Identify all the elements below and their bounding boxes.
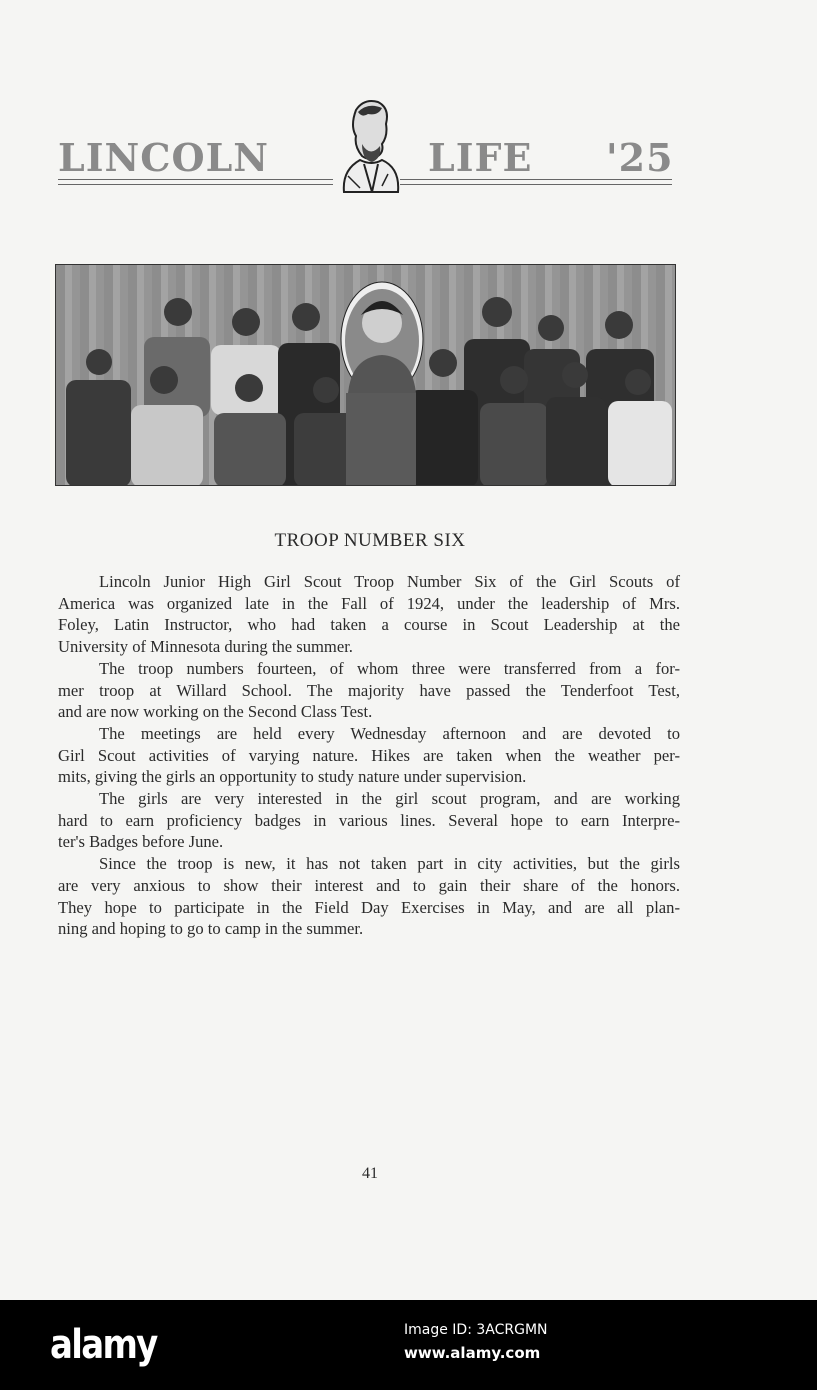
page-number: 41 — [362, 1165, 378, 1182]
text-line: They hope to participate in the Field Day Exercises in May, and are all plan- — [58, 897, 680, 917]
paragraph-2 — [58, 658, 680, 723]
article-title: TROOP NUMBER SIX — [274, 530, 466, 551]
header-rule-right — [400, 179, 672, 185]
group-figures — [56, 265, 676, 486]
paragraph-1 — [58, 571, 680, 658]
text-line: The troop numbers fourteen, of whom three were transferred from a for- — [99, 658, 680, 678]
paragraph-3 — [58, 723, 680, 788]
text-line: and are now working on the Second Class Test. — [58, 702, 373, 722]
watermark-bar — [0, 1300, 817, 1390]
text-line: University of Minnesota during the summer. — [58, 637, 353, 657]
paragraph-4 — [58, 788, 680, 853]
text-line: are very anxious to show their interest and to gain their share of the honors. — [58, 875, 680, 895]
text-line: Girl Scout activities of varying nature. Hikes are taken when the weather per- — [58, 745, 680, 765]
troop-photo — [55, 264, 676, 486]
header-rule-left — [58, 179, 333, 185]
text-line: The girls are very interested in the girl scout program, and are working — [99, 789, 680, 809]
text-line: Since the troop is new, it has not taken part in city activities, but the girls — [99, 854, 680, 874]
text-line: ter's Badges before June. — [58, 832, 224, 852]
watermark-url: www.alamy.com — [404, 1344, 541, 1362]
header-year: '25 — [606, 135, 674, 180]
lincoln-portrait-icon — [334, 96, 404, 196]
text-line: The meetings are held every Wednesday afternoon and are devoted to — [99, 723, 680, 743]
text-line: America was organized late in the Fall of 1924, under the leadership of Mrs. — [58, 593, 680, 613]
text-line: Foley, Latin Instructor, who had taken a course in Scout Leadership at the — [58, 615, 680, 635]
alamy-logo: alamy — [50, 1322, 157, 1368]
text-line: mits, giving the girls an opportunity to study nature under supervision. — [58, 767, 527, 787]
header-life: LIFE — [428, 135, 533, 180]
header-lincoln: LINCOLN — [58, 135, 270, 180]
text-line: mer troop at Willard School. The majority have passed the Tenderfoot Test, — [58, 680, 680, 700]
text-line: Lincoln Junior High Girl Scout Troop Number Six of the Girl Scouts of — [99, 572, 680, 591]
text-line: ning and hoping to go to camp in the summer. — [58, 919, 364, 939]
text-line: hard to earn proficiency badges in various lines. Several hope to earn Interpre- — [58, 810, 680, 830]
article-body — [58, 571, 680, 940]
image-id: Image ID: 3ACRGMN — [404, 1322, 548, 1338]
paragraph-5 — [58, 853, 680, 940]
